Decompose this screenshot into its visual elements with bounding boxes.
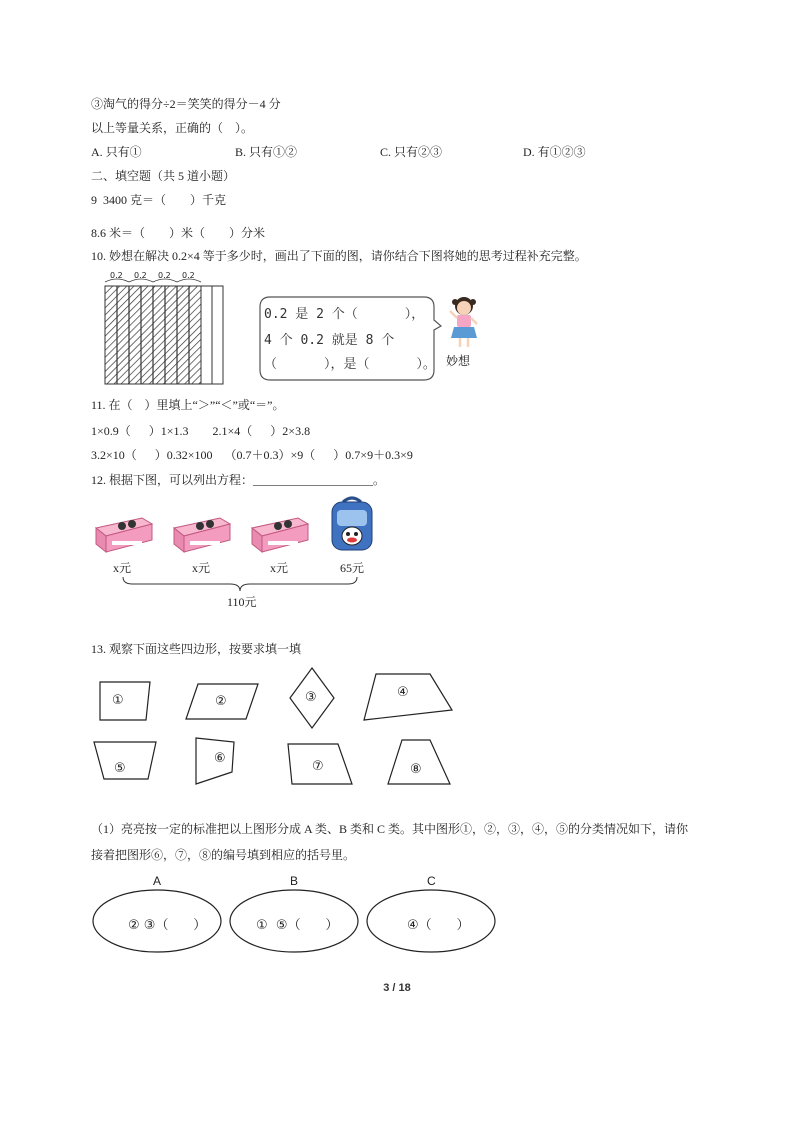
bubble-line-3: （ ），是（ ）。	[264, 357, 436, 372]
class-a-letter: A	[153, 874, 162, 888]
q11-text: 11. 在（ ）里填上“＞”“＜”或“＝”。	[91, 398, 285, 412]
q8-condition-3: ③淘气的得分÷2＝笑笑的得分－4 分	[91, 97, 281, 111]
class-c-letter: C	[427, 874, 436, 888]
pencil-case-icon	[248, 514, 310, 560]
shape-label: ⑧	[410, 762, 422, 777]
q10-text: 10. 妙想在解决 0.2×4 等于多少时，画出了下面的图，请你结合下图将她的思考过程补充完整。	[91, 249, 587, 263]
q13-sub1-line-1: （1）亮亮按一定的标准把以上图形分成 A 类、B 类和 C 类。其中图形①，②，③，④，⑤的分类情况如下，请你	[91, 822, 689, 836]
page-number: 3 / 18	[383, 982, 411, 994]
q8-prompt: 以上等量关系，正确的（ ）。	[91, 121, 254, 135]
price-label: x元	[192, 561, 211, 575]
shape-label: ①	[112, 693, 124, 708]
strip-label: 0.2	[158, 271, 171, 280]
q10-hatched-strip-figure	[100, 270, 230, 388]
price-label: 65元	[340, 561, 365, 575]
bubble-line-2: 4 个 0.2 就是 8 个	[264, 333, 395, 348]
q9-line-1: 9 3400 克＝（ ）千克	[91, 193, 227, 207]
q8-option-d: D. 有①②③	[523, 145, 586, 159]
strip-label: 0.2	[134, 271, 147, 280]
class-a-content: ② ③（ ）	[128, 918, 207, 933]
class-b-letter: B	[290, 874, 299, 888]
q13-text: 13. 观察下面这些四边形，按要求填一填	[91, 642, 302, 656]
section-heading-fill-blank: 二、填空题（共 5 道小题）	[91, 169, 236, 183]
girl-illustration-icon	[444, 294, 484, 350]
total-price: 110元	[227, 595, 257, 609]
shape-label: ⑤	[114, 761, 126, 776]
q9-line-2: 8.6 米＝（ ）米（ ）分米	[91, 226, 266, 240]
q13-sub1-line-2: 接着把图形⑥，⑦，⑧的编号填到相应的括号里。	[91, 848, 356, 862]
quadrilaterals-figure	[90, 664, 470, 798]
q8-option-b: B. 只有①②	[235, 145, 298, 159]
shape-label: ③	[305, 690, 317, 705]
pencil-case-icon	[170, 514, 232, 560]
q8-option-a: A. 只有①	[91, 145, 142, 159]
girl-name: 妙想	[446, 354, 471, 368]
backpack-icon	[327, 496, 377, 558]
shape-label: ④	[397, 685, 409, 700]
q12-text: 12. 根据下图，可以列出方程：____________________。	[91, 473, 386, 487]
q11-line-2: 3.2×10（ ）0.32×100 （0.7＋0.3）×9（ ）0.7×9＋0.3×9	[91, 448, 413, 462]
class-b-content: ① ⑤（ ）	[256, 918, 339, 933]
strip-label: 0.2	[110, 271, 123, 280]
class-c-content: ④（ ）	[407, 918, 470, 933]
bubble-line-1: 0.2 是 2 个（ ），	[264, 307, 425, 322]
shape-label: ⑥	[214, 751, 226, 766]
price-label: x元	[270, 561, 289, 575]
strip-label: 0.2	[182, 271, 195, 280]
shape-label: ②	[215, 694, 227, 709]
pencil-case-icon	[92, 514, 154, 560]
q8-option-c: C. 只有②③	[380, 145, 443, 159]
q11-line-1: 1×0.9（ ）1×1.3 2.1×4（ ）2×3.8	[91, 424, 311, 438]
shape-label: ⑦	[312, 759, 324, 774]
price-label: x元	[113, 561, 132, 575]
